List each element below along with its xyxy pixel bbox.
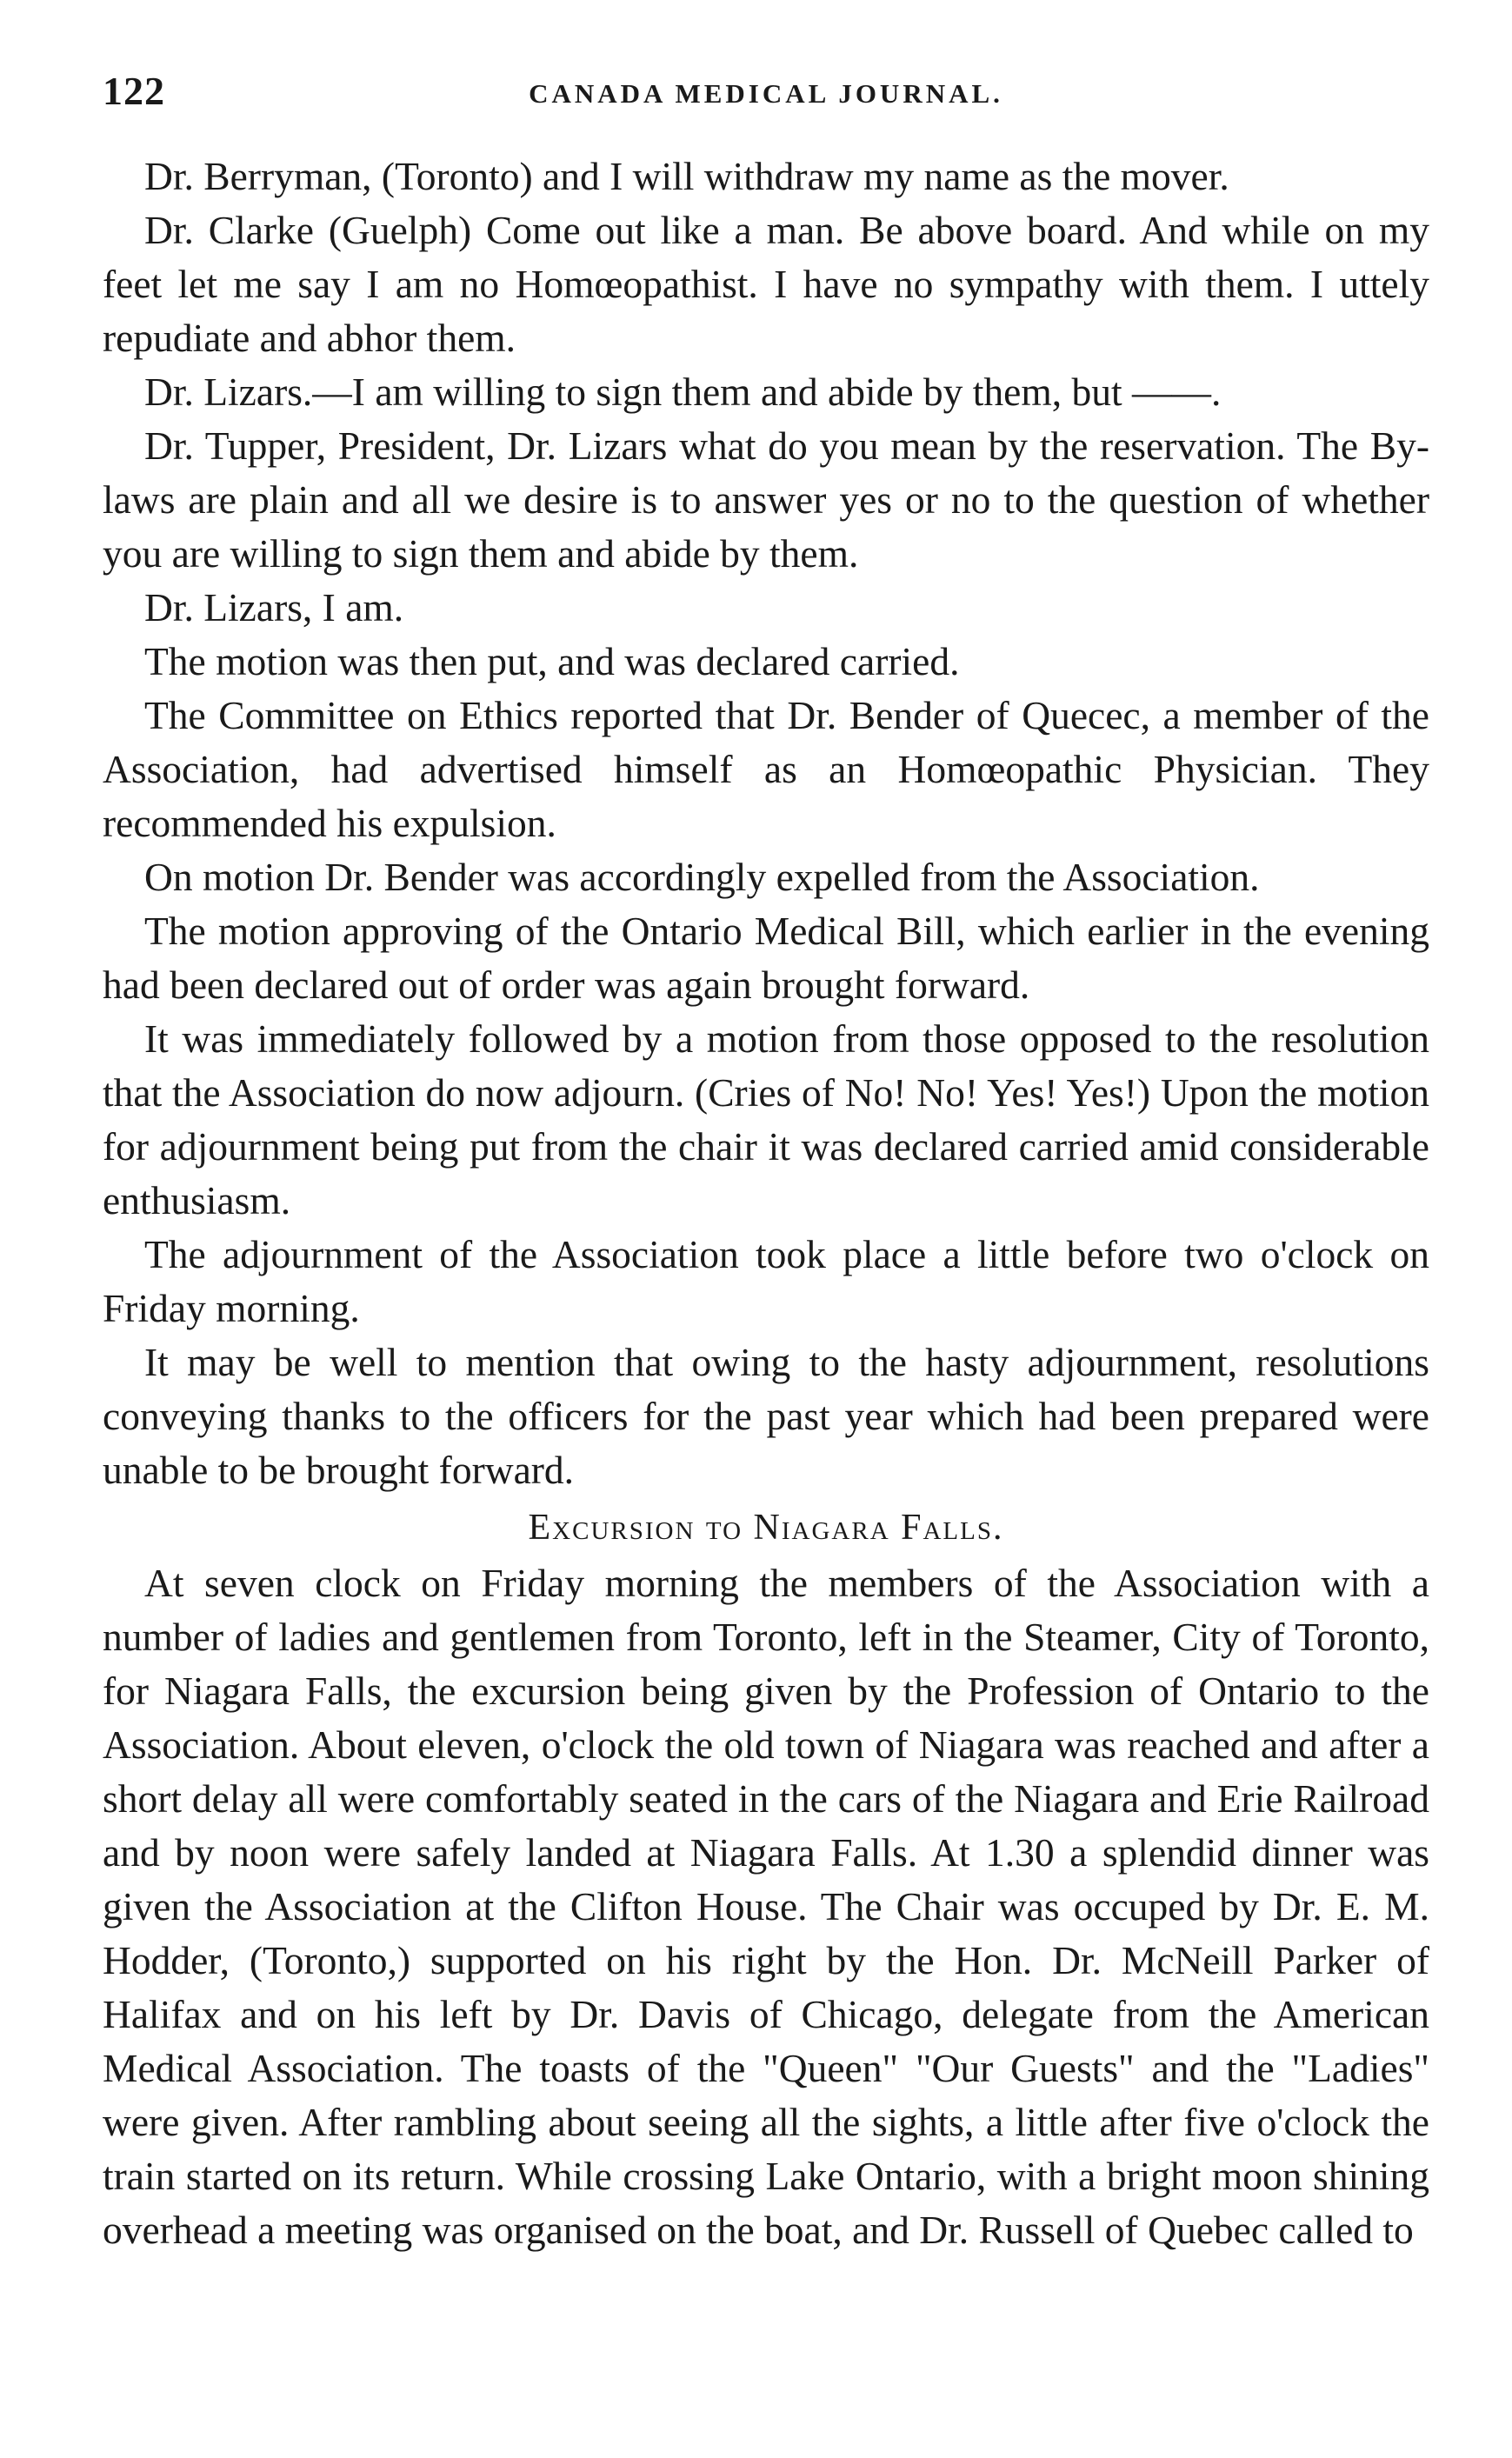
paragraph: At seven clock on Friday morning the members of the Association with a number of ladies and gentlemen from Toronto, left in the Steamer, City of Toronto, for Niagara Falls, the excursion being given by the Profession of Ontario to the Association. About eleven, o'clock the old town of Niagara was reached and after a short delay all were comfortably seated in the cars of the Niagara and Erie Railroad and by noon were safely landed at Niagara Falls. At 1.30 a splendid dinner was given the Association at the Clifton House. The Chair was occuped by Dr. E. M. Hodder, (Toronto,) supported on his right by the Hon. Dr. McNeill Parker of Halifax and on his left by Dr. Davis of Chicago, delegate from the American Medical Association. The toasts of the "Queen" "Our Guests" and the "Ladies" were given. After rambling about seeing all the sights, a little after five o'clock the train started on its return. While crossing Lake Ontario, with a bright moon shining overhead a meeting was organised on the boat, and Dr. Russell of Quebec called to — [103, 1561, 1429, 2252]
paragraph: Dr. Clarke (Guelph) Come out like a man. Be above board. And while on my feet let me say I am no Homœopathist. I have no sympathy with them. I uttely repudiate and abhor them. — [103, 208, 1429, 360]
article-body — [103, 150, 1429, 2257]
paragraph: It may be well to mention that owing to the hasty adjournment, resolutions conveying thanks to the officers for the past year which had been prepared were unable to be brought forward. — [103, 1340, 1429, 1492]
paragraph: The adjournment of the Association took place a little before two o'clock on Friday morning. — [103, 1232, 1429, 1330]
paragraph: The Committee on Ethics reported that Dr. Bender of Quecec, a member of the Association, had advertised himself as an Homœopathic Physician. They recommended his expulsion. — [103, 693, 1429, 845]
page-header — [103, 68, 1429, 120]
paragraph: The motion approving of the Ontario Medical Bill, which earlier in the evening had been declared out of order was again brought forward. — [103, 909, 1429, 1007]
paragraph: Dr. Tupper, President, Dr. Lizars what do you mean by the reservation. The By-laws are plain and all we desire is to answer yes or no to the question of whether you are willing to sign them and abide by them. — [103, 423, 1429, 576]
paragraph: The motion was then put, and was declared carried. — [144, 639, 960, 683]
paragraph: Dr. Lizars.—I am willing to sign them and abide by them, but ——. — [144, 370, 1222, 414]
paragraph: Dr. Lizars, I am. — [144, 585, 404, 629]
page-number: 122 — [103, 69, 165, 113]
paragraph: On motion Dr. Bender was accordingly expelled from the Association. — [144, 855, 1260, 899]
section-heading: Excursion to Niagara Falls. — [528, 1508, 1004, 1548]
paragraph: Dr. Berryman, (Toronto) and I will withdraw my name as the mover. — [144, 154, 1229, 198]
paragraph: It was immediately followed by a motion from those opposed to the resolution that the Association do now adjourn. (Cries of No! No! Yes! Yes!) Upon the motion for adjournment being put from the chair it was declared carried amid considerable enthusiasm. — [103, 1016, 1429, 1222]
running-title: CANADA MEDICAL JOURNAL. — [529, 78, 1003, 109]
